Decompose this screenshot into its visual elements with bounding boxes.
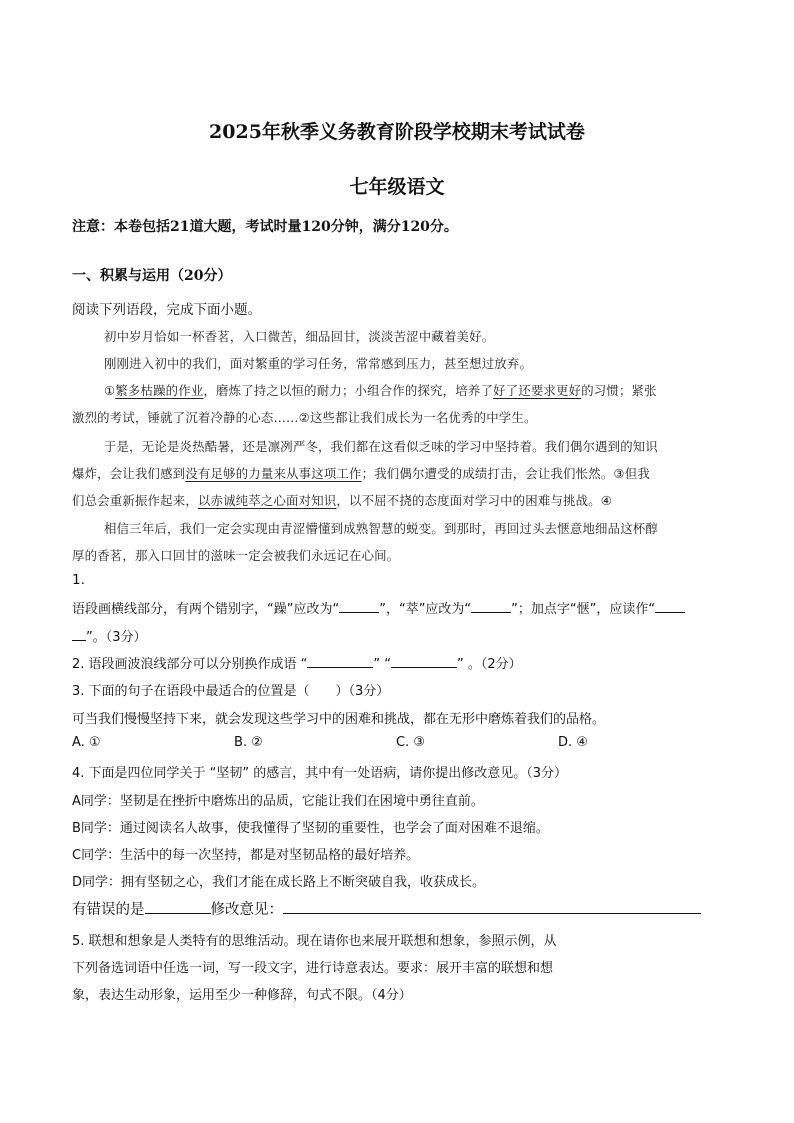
- passage-paragraph-4-line-3: [72, 491, 612, 509]
- idiom-blank-2[interactable]: [391, 655, 457, 668]
- passage-paragraph-1: 初中岁月恰如一杯香茗，入口微苦，细品回甘，淡淡苦涩中藏着美好。: [104, 329, 495, 344]
- passage-paragraph-5-line-1: 相信三年后，我们一定会实现由青涩懵懂到成熟智慧的蜕变。到那时，再回过头去惬意地细品这杯醇: [104, 521, 658, 536]
- passage-paragraph-4-line-1: 于是，无论是炎热酷暑，还是凛冽严冬，我们都在这看似乏味的学习中坚持着。我们偶尔遇到的知识: [104, 439, 658, 454]
- passage-paragraph-4-line-2: [72, 464, 650, 482]
- idiom-blank-1[interactable]: [307, 655, 373, 668]
- question-4-answer-line: [72, 898, 701, 919]
- exam-note: 注意：本卷包括21道大题，考试时量120分钟，满分120分。: [72, 219, 458, 235]
- question-1-line-2: [72, 626, 147, 645]
- question-5-line-3: 象，表达生动形象，运用至少一种修辞，句式不限。（4分）: [72, 988, 412, 1003]
- exam-title: 2025年秋季义务教育阶段学校期末考试试卷: [209, 121, 585, 143]
- question-text: ” “: [373, 657, 392, 672]
- wavy-phrase-1: 好了还要求更好: [493, 383, 582, 398]
- passage-paragraph-3-line-2: 激烈的考试，锤就了沉着冷静的心态……②这些都让我们成长为一名优秀的中学生。: [72, 410, 537, 425]
- option-b[interactable]: B. ②: [234, 735, 263, 750]
- passage-paragraph-2: 刚刚进入初中的我们，面对繁重的学习任务，常常感到压力，甚至想过放弃。: [104, 356, 533, 371]
- option-d[interactable]: D. ④: [558, 735, 588, 750]
- student-b-statement: B同学：通过阅读名人故事，使我懂得了坚韧的重要性，也学会了面对困难不退缩。: [72, 821, 549, 836]
- student-d-statement: D同学：拥有坚韧之心，我们才能在成长路上不断突破自我，收获成长。: [72, 875, 486, 890]
- answer-blank-1[interactable]: [339, 600, 379, 613]
- reading-intro: 阅读下列语段，完成下面小题。: [72, 302, 261, 318]
- student-a-statement: A同学：坚韧是在挫折中磨炼出的品质，它能让我们在困境中勇往直前。: [72, 794, 484, 809]
- wavy-phrase-2: 没有足够的力量来从事这项工作: [185, 466, 362, 481]
- question-text: ” 。（2分）: [457, 657, 522, 672]
- question-3-sentence: 可当我们慢慢坚持下来，就会发现这些学习中的困难和挑战，都在无形中磨炼着我们的品格。: [72, 712, 606, 727]
- question-3: 3. 下面的句子在语段中最适合的位置是（ ）（3分）: [72, 684, 390, 699]
- passage-text: ，磨炼了持之以恒的耐力；小组合作的探究，培养了: [203, 383, 494, 398]
- passage-paragraph-5-line-2: 厚的香茗，那入口回甘的滋味一定会被我们永远记在心间。: [72, 548, 400, 563]
- passage-text: 爆炸，会让我们感到: [72, 466, 186, 481]
- question-text: 语段画横线部分，有两个错别字，“躁”应改为“: [72, 602, 340, 617]
- question-5-line-2: 下列备选词语中任选一词，写一段文字，进行诗意表达。要求：展开丰富的联想和想: [72, 961, 554, 976]
- question-text: ”；加点字“惬”，应读作“: [511, 602, 656, 617]
- underlined-phrase-2: 以赤诚纯萃之心面对知识: [197, 493, 337, 508]
- passage-paragraph-3-line-1: [104, 381, 657, 399]
- question-1-number: 1.: [72, 572, 85, 588]
- answer-label: 有错误的是: [72, 902, 145, 918]
- answer-blank-3-cont[interactable]: [72, 628, 86, 641]
- answer-label: 修改意见：: [210, 902, 283, 918]
- exam-subtitle: 七年级语文: [349, 176, 445, 198]
- question-1-line-1: [72, 598, 685, 617]
- position-marker-1: ①: [104, 383, 116, 398]
- student-c-statement: C同学：生活中的每一次坚持，都是对坚韧品格的最好培养。: [72, 848, 420, 863]
- error-choice-blank[interactable]: [145, 899, 211, 914]
- answer-blank-3[interactable]: [655, 600, 685, 613]
- question-5-line-1: 5. 联想和想象是人类特有的思维活动。现在请你也来展开联想和想象，参照示例，从: [72, 934, 557, 949]
- underlined-phrase-1: 繁多枯躁的作业: [115, 383, 204, 398]
- section-heading: 一、积累与运用（20分）: [72, 268, 232, 284]
- question-text: 2. 语段画波浪线部分可以分别换作成语 “: [72, 657, 308, 672]
- passage-text: 们总会重新振作起来，: [72, 493, 198, 508]
- question-text: ”。（3分）: [86, 630, 147, 645]
- question-text: ”，“萃”应改为“: [379, 602, 472, 617]
- option-c[interactable]: C. ③: [396, 735, 425, 750]
- revision-blank[interactable]: [283, 899, 701, 914]
- answer-blank-2[interactable]: [471, 600, 511, 613]
- question-4: 4. 下面是四位同学关于 “坚韧” 的感言，其中有一处语病，请你提出修改意见。（3分）: [72, 766, 568, 781]
- question-2: [72, 653, 522, 672]
- passage-text: ；我们偶尔遭受的成绩打击，会让我们怅然。③但我: [361, 466, 650, 481]
- option-a[interactable]: A. ①: [72, 735, 101, 750]
- passage-text: ，以不屈不挠的态度面对学习中的困难与挑战。④: [336, 493, 613, 508]
- passage-text: 的习惯；紧张: [581, 383, 657, 398]
